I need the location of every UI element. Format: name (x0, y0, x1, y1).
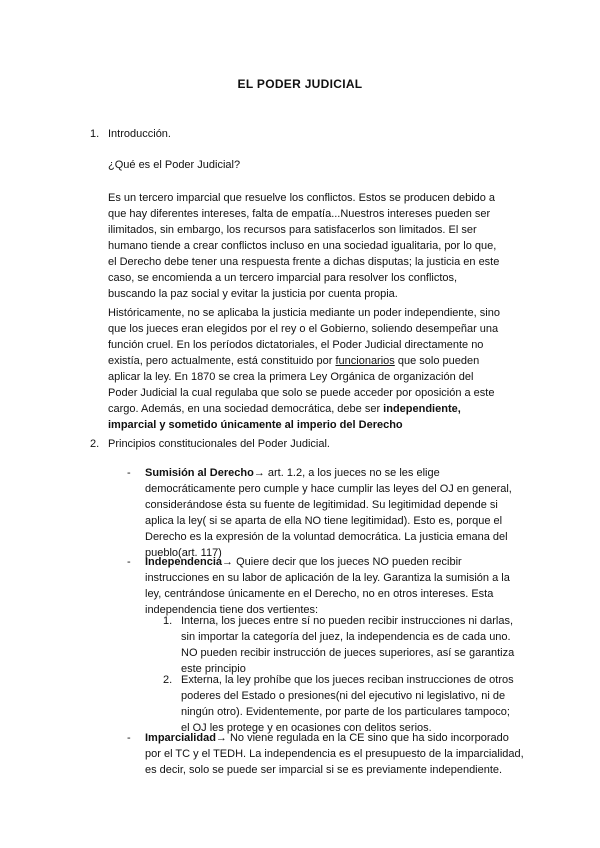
section-2-number: 2. (90, 438, 100, 450)
independencia-text: Quiere decir que los jueces NO pueden recibir instrucciones en su labor de aplicación de la ley. Garantiza la sumisión a la ley, centrándose únicamente en el Derecho, no en otros intereses. Esta independencia tiene dos vertientes: (145, 556, 510, 616)
document-title: EL PODER JUDICIAL (237, 77, 363, 91)
sumision-term: Sumisión al Derecho (145, 467, 254, 479)
paragraph-2-text-a: Históricamente, no se aplicaba la justicia mediante un poder independiente, sino que los jueces eran elegidos por el rey o el Gobierno, soliendo desempeñar una función cruel. En los períodos dictatoriales, el Poder Judicial directamente no existía, pero actualmente, está constituido por (108, 307, 500, 367)
paragraph-2-text-b: que solo pueden aplicar la ley. En 1870 se crea la primera Ley Orgánica de organización del Poder Judicial la cual regulaba que solo se puede acceder por oposición a este cargo. Además, en una sociedad democrática, debe ser (108, 355, 495, 415)
list-item-independencia (145, 554, 525, 618)
independencia-term: Independencia (145, 556, 223, 568)
imparcialidad-text: No viene regulada en la CE sino que ha sido incorporado por el TC y el TEDH. La independencia es el presupuesto de la imparcialidad, es decir, solo se puede ser imparcial si se es previamente independiente. (145, 732, 524, 776)
section-1-heading: Introducción. (108, 128, 171, 140)
sumision-text: art. 1.2, a los jueces no se les elige democráticamente pero cumple y hace cumplir las leyes del OJ en general, considerándose ésta su fuente de legitimidad. Su legitimidad depende si aplica la ley( si se aparta de ella NO tiene legitimidad). Esto es, porque el Derecho es la expresión de la voluntad democrática. La justicia emana del pueblo(art. 117) (145, 467, 512, 559)
section-1-number: 1. (90, 128, 100, 140)
bullet-marker: - (127, 467, 131, 479)
arrow-icon: → (222, 556, 234, 568)
subitem-1-number: 1. (163, 615, 173, 627)
bullet-marker: - (127, 732, 131, 744)
arrow-icon: → (253, 467, 265, 479)
list-item-sumision (145, 465, 525, 561)
paragraph-2-bold: independiente, imparcial y sometido únicamente al imperio del Derecho (108, 403, 461, 431)
subitem-interna: Interna, los jueces entre sí no pueden recibir instrucciones ni darlas, sin importar la categoría del juez, la independencia es de cada uno. NO pueden recibir instrucción de jueces superiores, así se garantiza este principio (181, 615, 515, 675)
subitem-externa: Externa, la ley prohíbe que los jueces reciban instrucciones de otros poderes del Estado o presiones(ni del ejecutivo ni legislativo, ni de ningún otro). Evidentemente, por parte de los particulares tampoco; el OJ les protege y en ocasiones con delitos serios. (181, 674, 514, 734)
list-item-imparcialidad (145, 730, 525, 778)
arrow-icon: → (215, 732, 227, 744)
imparcialidad-term: Imparcialidad (145, 732, 216, 744)
section-2-heading: Principios constitucionales del Poder Judicial. (108, 438, 330, 450)
section-1-question: ¿Qué es el Poder Judicial? (108, 159, 241, 171)
bullet-marker: - (127, 556, 131, 568)
subitem-2-number: 2. (163, 674, 173, 686)
section-1-paragraph-2 (108, 305, 500, 433)
section-1-paragraph-1: Es un tercero imparcial que resuelve los conflictos. Estos se producen debido a que hay diferentes intereses, falta de empatía...Nuestros intereses pueden ser ilimitados, sin embargo, los recursos para satisfacerlos son limitados. El ser humano tiende a crear conflictos incluso en una sociedad igualitaria, por lo que, el Derecho debe tener una respuesta frente a dichas disputas; la justicia en este caso, se encomienda a un tercero imparcial para resolver los conflictos, buscando la paz social y evitar la justicia por cuenta propia. (108, 192, 500, 300)
funcionarios-link[interactable]: funcionarios (335, 355, 395, 367)
